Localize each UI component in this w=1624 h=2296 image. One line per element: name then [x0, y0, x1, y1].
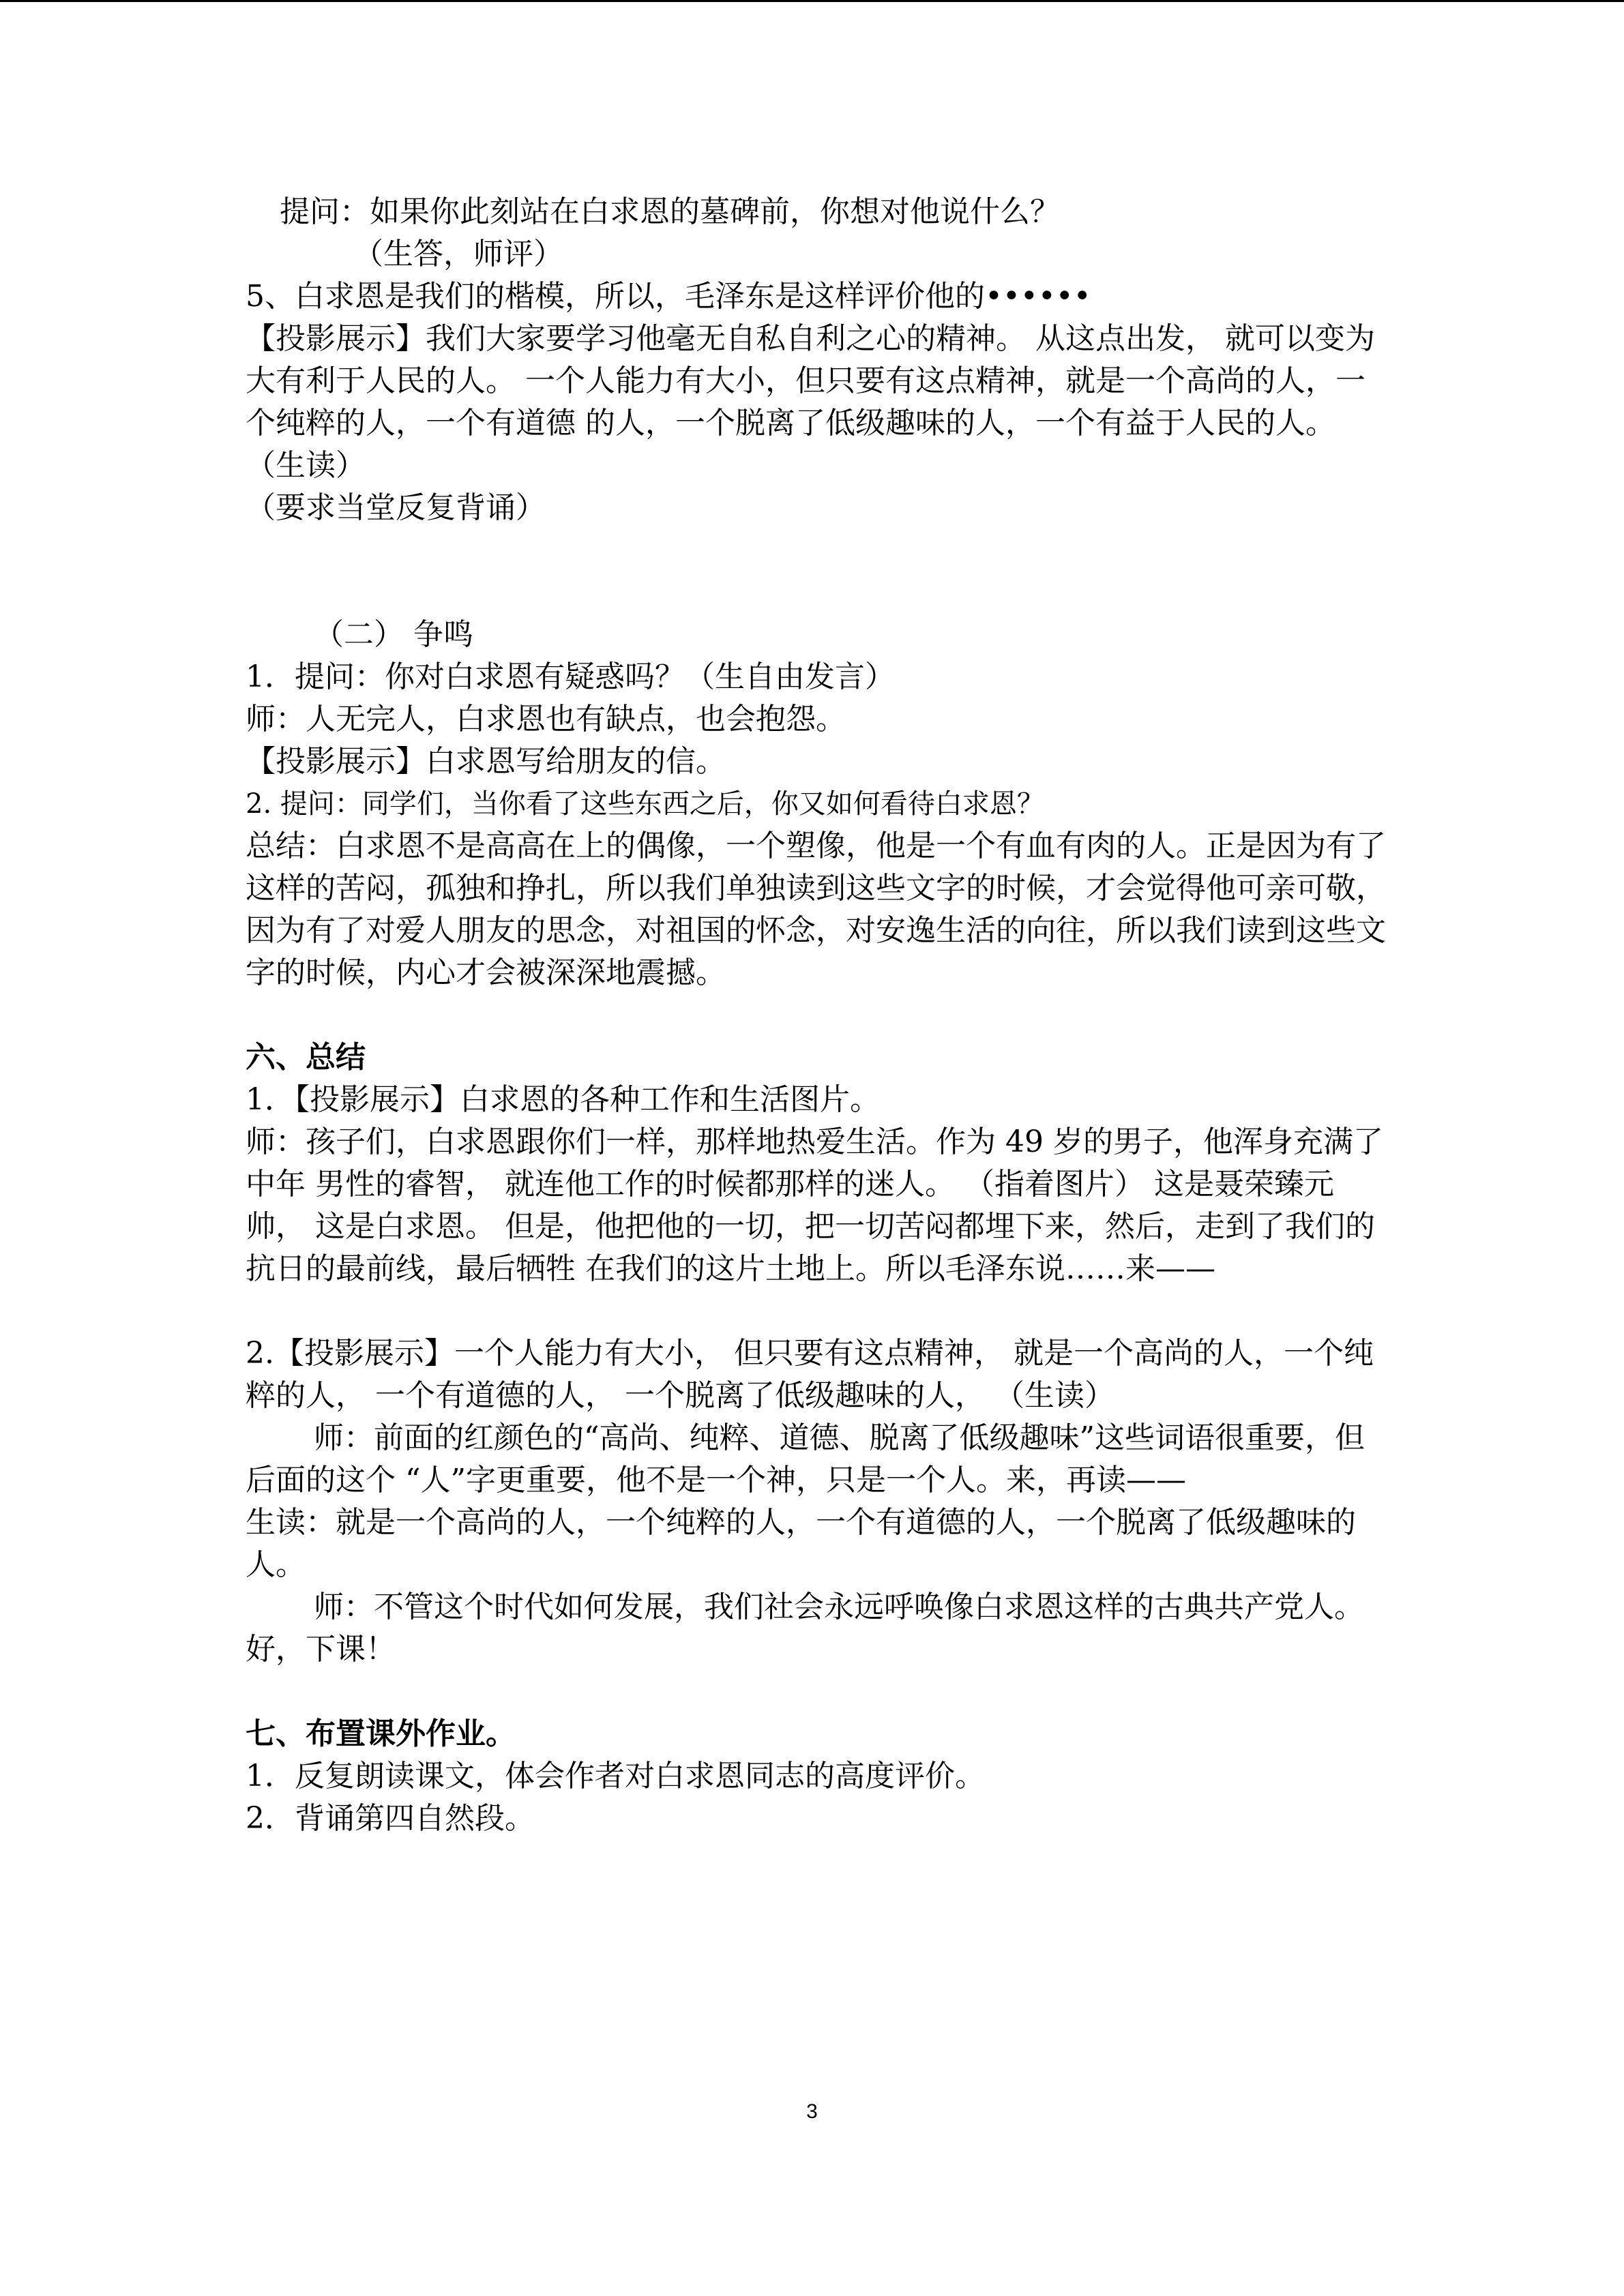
teacher-talk-paragraph: 师：孩子们，白求恩跟你们一样，那样地热爱生活。作为 49 岁的男子，他浑身充满了中年 男性的睿智， 就连他工作的时候都那样的迷人。 （指着图片） 这是聂荣臻元帅， 这是白求恩。 但是，他把他的一切，把一切苦闷都埋下来，然后，走到了我们的抗日的最前线，最后牺牲 在我们的这片土地上。所以毛泽东说……来—— — [246, 1124, 1383, 1286]
section-heading-summary: 六、总结 — [246, 1040, 366, 1075]
debate-question-2: 2. 提问：同学们，当你看了这些东西之后，你又如何看待白求恩？ — [246, 788, 1044, 820]
student-answer-note: （生答，师评） — [353, 237, 563, 271]
debate-question-1: 1．提问：你对白求恩有疑惑吗？（生自由发言） — [246, 659, 895, 694]
question-paragraph: 提问：如果你此刻站在白求恩的墓碑前，你想对他说什么？ — [280, 194, 1060, 229]
document-body — [246, 191, 1391, 1840]
teacher-remark: 师：人无完人，白求恩也有缺点，也会抱怨。 — [246, 702, 846, 736]
page-number: 3 — [806, 2100, 818, 2123]
spacer — [246, 994, 1391, 1037]
teacher-closing-paragraph: 师：不管这个时代如何发展，我们社会永远呼唤像白求恩这样的古典共产党人。好，下课！ — [246, 1590, 1364, 1667]
top-border-line — [0, 0, 1624, 2]
spacer — [246, 1671, 1391, 1713]
spacer — [246, 1290, 1391, 1332]
student-reading-paragraph: 生读：就是一个高尚的人，一个纯粹的人，一个有道德的人，一个脱离了低级趣味的人。 — [246, 1505, 1356, 1582]
item-5-paragraph: 5、白求恩是我们的楷模，所以，毛泽东是这样评价他的•••••• — [246, 279, 1091, 314]
teacher-red-words-paragraph: 师：前面的红颜色的“高尚、纯粹、道德、脱离了低级趣味”这些词语很重要，但后面的这个 “人”字更重要，他不是一个神，只是一个人。来，再读—— — [246, 1420, 1365, 1497]
summary-item-1: 1．【投影展示】白求恩的各种工作和生活图片。 — [246, 1082, 880, 1117]
section-heading-debate: （二） 争鸣 — [314, 617, 473, 652]
projection-letter: 【投影展示】白求恩写给朋友的信。 — [246, 744, 726, 779]
summary-item-2: 2.【投影展示】一个人能力有大小， 但只要有这点精神， 就是一个高尚的人，一个纯粹的人， 一个有道德的人， 一个脱离了低级趣味的人， （生读） — [246, 1336, 1374, 1413]
recite-requirement: （要求当堂反复背诵） — [246, 490, 546, 525]
section-heading-homework: 七、布置课外作业。 — [246, 1716, 516, 1751]
homework-item-1: 1．反复朗读课文，体会作者对白求恩同志的高度评价。 — [246, 1759, 985, 1793]
homework-item-2: 2．背诵第四自然段。 — [246, 1801, 535, 1836]
spacer — [246, 529, 1391, 614]
summary-paragraph: 总结：白求恩不是高高在上的偶像，一个塑像，他是一个有血有肉的人。正是因为有了这样的苦闷，孤独和挣扎，所以我们单独读到这些文字的时候，才会觉得他可亲可敬，因为有了对爱人朋友的思念，对祖国的怀念，对安逸生活的向往，所以我们读到这些文字的时候，内心才会被深深地震撼。 — [246, 829, 1386, 990]
projection-quote-paragraph: 【投影展示】我们大家要学习他毫无自私自利之心的精神。 从这点出发， 就可以变为大有利于人民的人。 一个人能力有大小，但只要有这点精神，就是一个高尚的人，一个纯粹的人，一个有道德 的人，一个脱离了低级趣味的人，一个有益于人民的人。 （生读） — [246, 321, 1375, 483]
